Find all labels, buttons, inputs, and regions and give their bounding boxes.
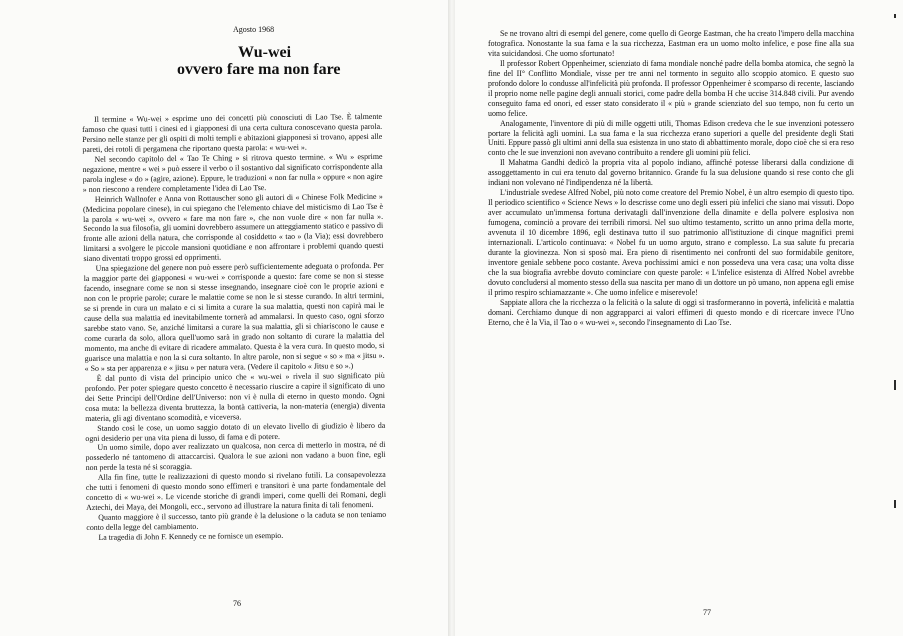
page-number-left: 76 (233, 599, 241, 608)
paragraph: È dal punto di vista del principio unico che « wu-wei » rivela il suo significato più profondo. Per poter spiegare questo concetto è necessario riuscire a capire il significato di uno dei Sette Principi dell'Ordine dell'Universo: non vi è nulla di eterno in questo mondo. Ogni cosa muta: la bellezza diventa bruttezza, la bontà cattiveria, la non-materia (energia) diventa materia, gli agi diventano scomodità, e viceversa. (84, 370, 386, 423)
paragraph: La tragedia di John F. Kennedy ce ne fornisce un esempio. (98, 530, 284, 542)
paragraph: Quanto maggiore è il successo, tanto più grande è la delusione o la caduta se non teniamo conto della legge del cambiamento. (86, 509, 387, 533)
paragraph: Il Mahatma Gandhi dedicò la propria vita al popolo indiano, affinché potesse liberarsi dalla condizione di assoggettamento in cui era tenuto dal governo britannico. Grande fu la sua delusione quando si rese conto che gli indiani non volevano né l'indipendenza né la libertà. (488, 158, 854, 188)
chapter-subtitle: ovvero fare ma non fare (177, 61, 341, 78)
paragraph: Analogamente, l'inventore di più di mille oggetti utili, Thomas Edison credeva che le sue invenzioni potessero portare la felicità agli uomini. La sua fama e la sua ricchezza erano superiori a quelle del presidente degli Stati Uniti. Eppure passò gli ultimi anni della sua esistenza in uno stato di abbattimento morale, dopo cioè che si era reso conto che le sue invenzioni non avevano contribuito a rendere gli uomini più felici. (488, 118, 854, 158)
page-edge-mark (894, 380, 896, 390)
paragraph: Sappiate allora che la ricchezza o la felicità o la salute di oggi si trasformeranno in povertà, infelicità e malattia domani. Cerchiamo dunque di non aggrapparci ai valori effimeri di questo mondo e di ricercare invece l'Uno Eterno, che è la Via, il Tao o « wu-wei », secondo l'insegnamento di Lao Tse. (488, 297, 854, 327)
paragraph: Nel secondo capitolo del « Tao Te Ching » si ritrova questo termine. « Wu » esprime negazione, mentre « wei » può essere il verbo o il sostantivo dal significato corrispondente alla parola inglese « do » (agire, azione). Eppure, le traduzioni « non far nulla » oppure « non agire » non riescono a rendere completamente l'idea di Lao Tse. (82, 151, 383, 194)
paragraph: Un uomo simile, dopo aver realizzato un qualcosa, non cerca di metterlo in mostra, né di possederlo né tantomeno di attaccarcisi. Qualora le sue azioni non vadano a buon fine, egli non perde la testa né si scoraggia. (85, 440, 386, 473)
paragraph: Heinrich Wallnofer e Anna von Rottauscher sono gli autori di « Chinese Folk Medicine » (Medicina popolare cinese), in cui spiegano che l'elemento chiave del misticismo di Lao Tse è la parola « wu-wei », ovvero « fare ma non fare », che non vuole dire « non far nulla ». Secondo la sua filosofia, gli uomini dovrebbero assumere un atteggiamento statico e passivo di fronte alle azioni della natura, che corrisponde al cosiddetto « tao » (la Via); essi dovrebbero limitarsi a svolgere le piccole mansioni quotidiane e non affrontare i problemi quando questi siano diventati troppo grossi ed opprimenti. (82, 191, 384, 264)
page-edge-mark (894, 500, 896, 508)
paragraph: Stando così le cose, un uomo saggio dotato di un elevato livello di giudizio è libero da ogni desiderio per una vita piena di lusso, di fama e di potere. (85, 420, 386, 443)
paragraph: Se ne trovano altri di esempi del genere, come quello di George Eastman, che ha creato l'impero della macchina fotografica. Nonostante la sua fama e la sua ricchezza, Eastman era un uomo molto infelice, e pose fine alla sua vita suicidandosi. Che uomo sfortunato! (488, 29, 854, 58)
paragraph: Alla fin fine, tutte le realizzazioni di questo mondo si rivelano futili. La consapevolezza che tutti i fenomeni di questo mondo sono effimeri e transitori è una parte fondamentale del concetto di « wu-wei ». Le vicende storiche di grandi imperi, come quelli dei Romani, degli Aztechi, dei Maya, dei Mongoli, ecc., servono ad illustrare la natura finita di tali fenomeni. (85, 470, 387, 513)
left-body-text (82, 112, 386, 543)
right-page (455, 0, 903, 636)
page-edge-mark (894, 14, 896, 18)
chapter-title: Wu-wei (238, 44, 292, 61)
chapter-date: Agosto 1968 (233, 25, 275, 34)
paragraph: Una spiegazione del genere non può essere però sufficientemente adeguata o profonda. Per la maggior parte dei giapponesi « wu-wei » corrisponde a questo: fare come se non si stesse facendo, insegnare come se non si stesse insegnando, insegnare cioè con le proprie azioni e non con le proprie parole; curare le malattie come se non le si stesse curando. In altri termini, se si prende in cura un malato e ci si limita a curare la sua malattia, questi non capirà mai le cause della sua malattia ed inevitabilmente tornerà ad ammalarsi. In questo caso, ogni sforzo sarebbe stato vano. Se, anziché limitarsi a curare la sua malattia, gli si chiariscono le cause e come curarla da solo, allora quell'uomo sarà in grado non soltanto di curare la malattia del momento, ma anche di evitare di ricadere ammalato. Questa è la vera cura. In questo modo, si guarisce una malattia e non la si cura soltanto. In altre parole, non si segue « so » ma « jitsu ». « So » sta per apparenza e « jitsu » per natura vera. (Vedere il capitolo « Jitsu e so ».) (83, 261, 385, 373)
right-body-text (488, 29, 854, 328)
page-number-right: 77 (703, 608, 711, 617)
left-page (0, 0, 450, 636)
paragraph: Il termine « Wu-wei » esprime uno dei concetti più conosciuti di Lao Tse. È talmente famoso che quasi tutti i cinesi ed i giapponesi di una certa cultura conoscevano questa parola. Persino nelle stanze per gli ospiti di molti templi e abitazioni giapponesi si trovano, appesi alle pareti, dei rotoli di pergamena che riportano questa parola: « wu-wei ». (82, 111, 383, 154)
paragraph: L'industriale svedese Alfred Nobel, più noto come creatore del Premio Nobel, è un altro esempio di questo tipo. Il periodico scientifico « Science News » lo descrisse come uno degli esseri più infelici che siano mai vissuti. Dopo aver accumulato un'immensa fortuna derivatagli dall'invenzione della dinamite e della polvere esplosiva non fumogena, cominciò a provare dei terribili rimorsi. Nel suo ultimo testamento, scritto un anno prima della morte, avvenuta il 10 dicembre 1896, egli destinava tutto il suo patrimonio all'istituzione di cinque magnifici premi internazionali. L'articolo continuava: « Nobel fu un uomo arguto, strano e complesso. La sua salute fu precaria durante la giovinezza. Non si sposò mai. Era pieno di risentimento nei confronti del suo formidabile genitore, inventore geniale sebbene poco costante. Aveva pochissimi amici e non possedeva una vera casa; una volta disse che la sua biografia avrebbe dovuto cominciare con queste parole: « L'infelice esistenza di Alfred Nobel avrebbe dovuto concludersi al momento stesso della sua nascita per mano di un dottore un pò umano, non appena egli emise il primo respiro schiamazzante ». Che uomo infelice e miserevole! (488, 188, 854, 297)
paragraph: Il professor Robert Oppenheimer, scienziato di fama mondiale nonché padre della bomba atomica, che segnò la fine del II° Conflitto Mondiale, visse per tre anni nel tormento in seguito allo scoppio atomico. E questo suo profondo dolore lo condusse all'infelicità più profonda. Il professor Oppenheimer è scomparso di recente, lasciando il proprio nome nelle pagine degli annuali storici, come padre della bomba H che uccise 314.848 civili. Pur avendo conseguito fama ed onori, ed esser stato considerato il « più » grande scienziato del suo tempo, non fu certo un uomo felice. (488, 58, 854, 118)
